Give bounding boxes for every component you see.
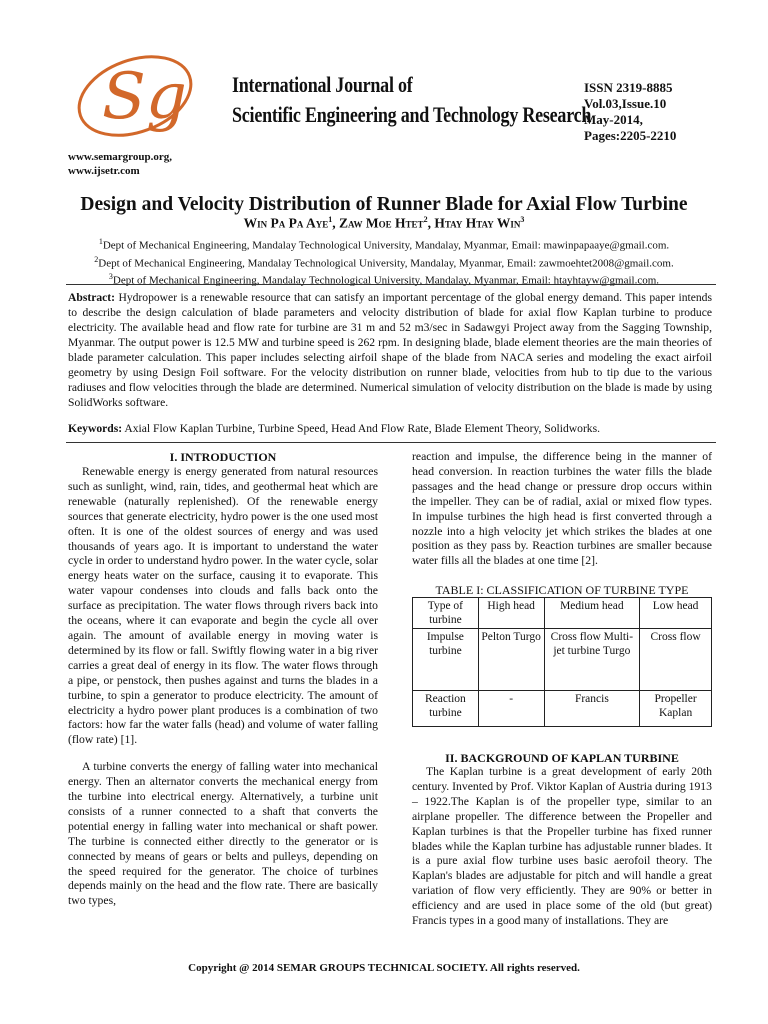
table-cell: Impulse turbine: [413, 629, 479, 691]
author-1-sup: 1: [328, 215, 333, 224]
keywords-label: Keywords:: [68, 422, 123, 435]
affiliation-2: [0, 253, 768, 271]
journal-name-line2: Scientific Engineering and Technology Research: [232, 102, 592, 127]
turbine-classification-table: [412, 597, 712, 727]
table-header-cell: High head: [478, 598, 544, 629]
divider-top: [66, 284, 716, 285]
kaplan-paragraph-1: The Kaplan turbine is a great development of early 20th century. Invented by Prof. Viktor Kaplan of Austria during 1913 – 1922.The Kaplan is of the propeller type, similar to an airplane propeller. The difference between the Propeller and Kaplan turbines is that the Propeller turbine has fixed runner blades while the Kaplan turbine has adjustable runner blades. It is a pure axial flow turbine uses basic aerofoil theory. The Kaplan's blades are adjustable for pitch and will handle a great variation of flow very efficiently. They are 90% or better in efficiency and are used in place some of the old (but great) Francis types in a good many of installations. They are: [412, 765, 712, 928]
issue-date: May-2014,: [584, 112, 643, 127]
affiliation-1-text: Dept of Mechanical Engineering, Mandalay Technological University, Mandalay, Myanmar, Email: mawinpapaaye@gmail.com.: [102, 239, 670, 252]
paragraph-gap: [68, 748, 378, 760]
table-cell: Reaction turbine: [413, 691, 479, 727]
table-row: [413, 691, 712, 727]
website-ijsetr[interactable]: www.ijsetr.com: [68, 165, 140, 177]
intro-paragraph-2: A turbine converts the energy of falling water into mechanical energy. Then an alternator converts the mechanical energy from the turbine into electrical energy. Alternatively, a turbine unit consists of a runner connected to a shaft that converts the potential energy in falling water into mechanical or shaft power. The turbine is connected either directly to the generator or is connected by means of gears or belts and pulleys, depending on the speed required for the generator. The choice of turbines depends mainly on the head and the flow rate. There are basically two types,: [68, 760, 378, 908]
table-header-cell: Type of turbine: [413, 598, 479, 629]
copyright-footer: Copyright @ 2014 SEMAR GROUPS TECHNICAL SOCIETY. All rights reserved.: [188, 962, 580, 974]
affiliations: [0, 235, 768, 288]
journal-logo: [60, 48, 210, 148]
table-header-cell: Medium head: [544, 598, 640, 629]
table-cell: Cross flow: [640, 629, 712, 691]
right-paragraph-1: reaction and impulse, the difference being in the manner of head conversion. In reaction turbines the water fills the blade passages and the head change or pressure drop occurs within the impeller. They can be of radial, axial or mixed flow types. In impulse turbines the high head is first converted through a nozzle into a high velocity jet which strikes the blades at one position as they pass by. Reaction turbines are smaller because water fills all the blades at one time [2].: [412, 450, 712, 568]
author-1: Win Pa Pa Aye: [243, 215, 329, 231]
table-cell: Cross flow Multi-jet turbine Turgo: [544, 629, 640, 691]
page-range: Pages:2205-2210: [584, 128, 677, 143]
table-caption: TABLE I: CLASSIFICATION OF TURBINE TYPE: [435, 583, 689, 597]
author-list: Win Pa Pa Aye$^1$, Zaw Moe Htet$^2$, Htay Htay Win$^3$: [243, 215, 525, 231]
table-cell: Pelton Turgo: [478, 629, 544, 691]
websites: [68, 150, 172, 178]
paper-title: Design and Velocity Distribution of Runner Blade for Axial Flow Turbine: [80, 194, 688, 215]
table-header-cell: Low head: [640, 598, 712, 629]
right-column-top: [412, 450, 712, 569]
left-column: [68, 465, 378, 909]
affiliation-2-text: Dept of Mechanical Engineering, Mandalay Technological University, Mandalay, Myanmar, Email: zawmoehtet2008@gmail.com.: [98, 257, 674, 270]
journal-name-line1: International Journal of: [232, 72, 413, 97]
abstract-text: Hydropower is a renewable resource that can satisfy an important percentage of the global energy demand. This paper intends to describe the design calculation of blade parameters and velocity distribution of blade for axial flow Kaplan turbine to produce electricity. The available head and flow rate for turbine are 31 m and 52 m3/sec in Sadawgyi Project away from the Sagging Township, Myanmar. The output power is 12.5 MW and turbine speed is 262 rpm. In designing blade, blade element theories are the main theories of blade parameter calculation. This paper includes selecting airfoil shape of the blade from NACA series and modeling the exact airfoil geometry by using Design Foil software. For the velocity distribution on runner blade, velocities from hub to tip due to the various radiuses and flow velocities through the blade are determined. Numerical simulation of velocity distribution on the blade is made by using SolidWorks software.: [68, 291, 712, 409]
website-semargroup[interactable]: www.semargroup.org,: [68, 151, 172, 163]
issn: ISSN 2319-8885: [584, 80, 673, 95]
section-kaplan-heading: II. BACKGROUND OF KAPLAN TURBINE: [445, 751, 679, 765]
affiliation-3-sup: 3: [108, 272, 113, 282]
author-2: Zaw Moe Htet: [339, 215, 424, 231]
affiliation-1: [0, 235, 768, 253]
table-row: [413, 629, 712, 691]
author-2-sup: 2: [423, 215, 428, 224]
author-3: Htay Htay Win: [434, 215, 521, 231]
journal-name: [232, 70, 591, 130]
section-introduction-heading: I. INTRODUCTION: [169, 450, 277, 464]
table-cell: Propeller Kaplan: [640, 691, 712, 727]
affiliation-2-sup: 2: [94, 254, 99, 264]
affiliation-3-text: Dept of Mechanical Engineering, Mandalay Technological University, Mandalay, Myanmar, Email: htayhtayw@gmail.com.: [112, 274, 660, 287]
issue-info: [584, 80, 676, 144]
author-3-sup: 3: [520, 215, 525, 224]
abstract-label: Abstract:: [68, 291, 116, 304]
table-cell: Francis: [544, 691, 640, 727]
volume-issue: Vol.03,Issue.10: [584, 96, 667, 111]
table-header-row: [413, 598, 712, 629]
right-column-bottom: [412, 765, 712, 929]
abstract: [68, 290, 712, 410]
affiliation-3: [0, 270, 768, 288]
divider-bottom: [66, 442, 716, 443]
table-cell: -: [478, 691, 544, 727]
logo-text: Sg: [102, 60, 187, 134]
keywords: [68, 421, 712, 436]
affiliation-1-sup: 1: [98, 237, 103, 246]
intro-paragraph-1: Renewable energy is energy generated from natural resources such as sunlight, wind, rain, tides, and geothermal heat which are renewable (naturally replenished). Of the renewable energy sources that generate electricity, hydro power is the one used most often. It is one of the oldest sources of energy and was used thousands of years ago. It is important to understand the water cycle in order to understand hydro power. In the water cycle, solar energy heats water on the surface, causing it to evaporate. This water vapour condenses into clouds and falls back onto the surface as precipitation. The water flows through rivers back into the oceans, where it can evaporate and begin the cycle all over again. The amount of available energy in moving water is determined by its flow or fall. Swiftly flowing water in a big river carries a great deal of energy in its flow. The water flows through a pipe, or penstock, then pushes against and turns the blades in a turbine, to spin a generator to produce electricity. The amount of electricity a hydro power plant produces is a combination of two factors: how far the water falls (head) and volume of water falling (flow rate) [1].: [68, 465, 378, 747]
keywords-text: Axial Flow Kaplan Turbine, Turbine Speed, Head And Flow Rate, Blade Element Theory, Solidworks.: [124, 422, 601, 435]
